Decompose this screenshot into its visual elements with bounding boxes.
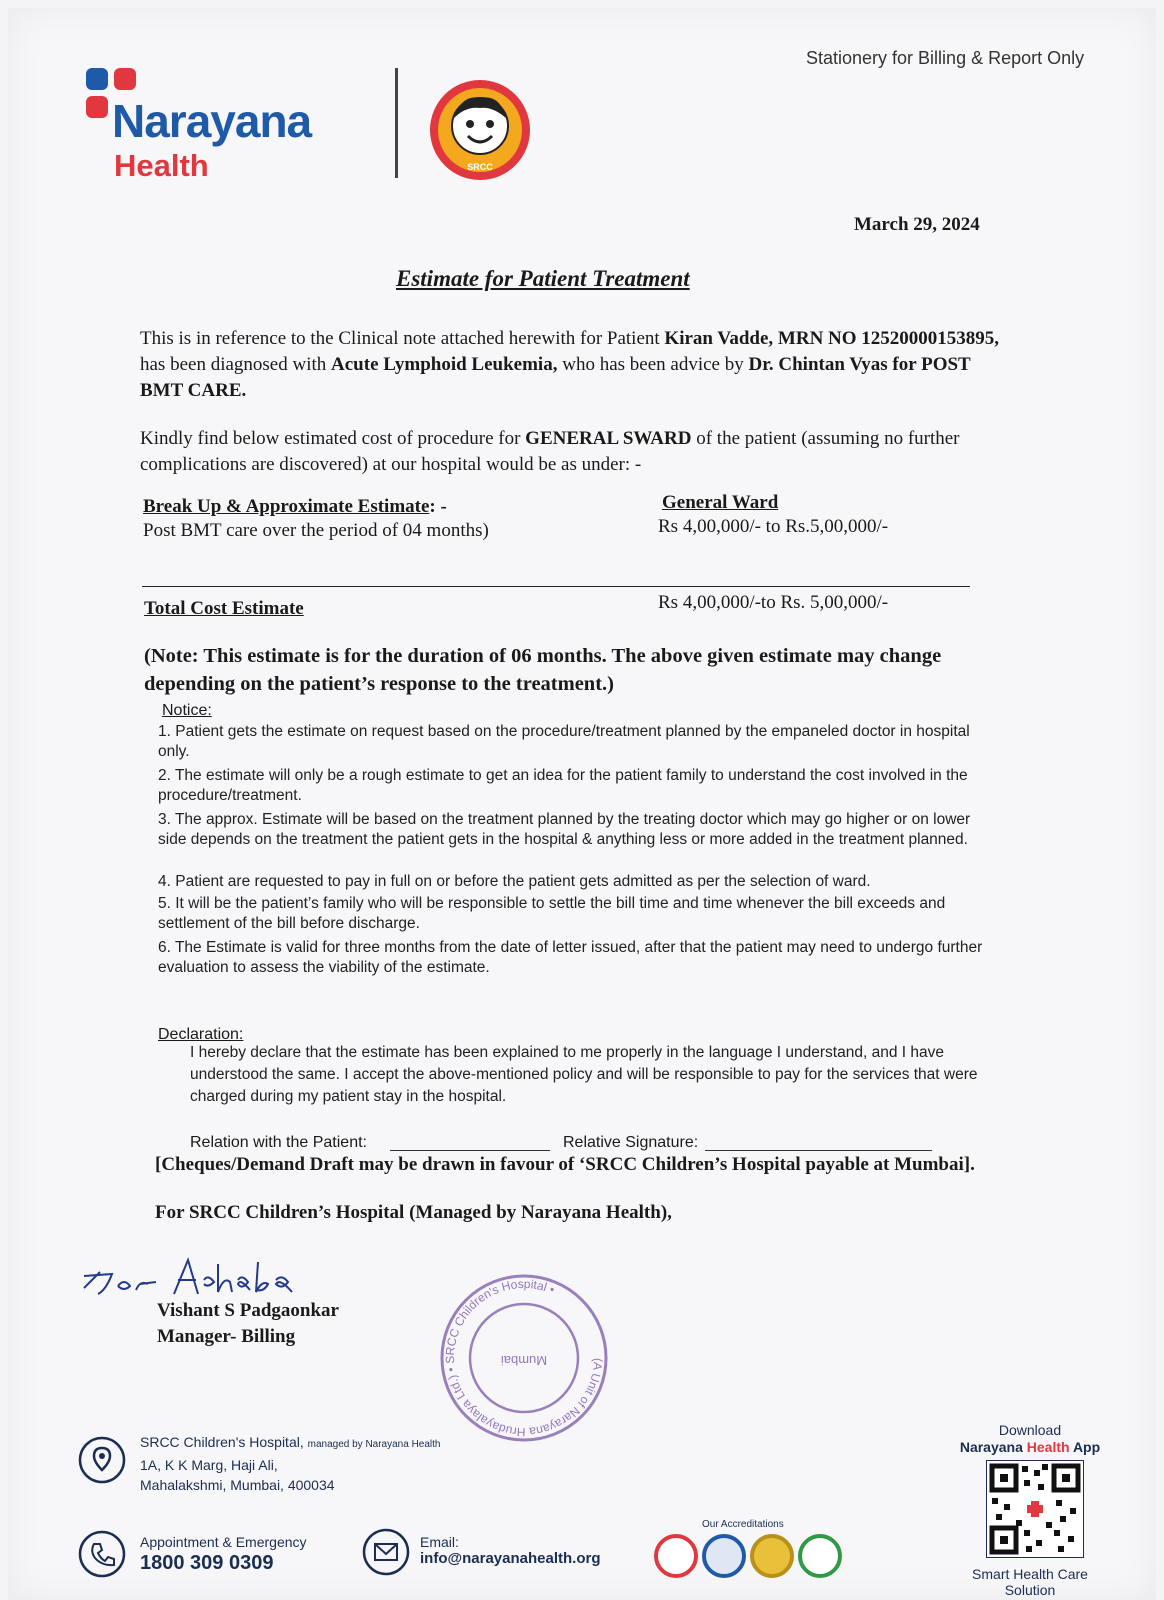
notice-item: 5. It will be the patient’s family who will be responsible to settle the bill time and time whenever the bill exceeds and settlement of the bill before discharge. [158,895,946,932]
total-divider [142,586,970,587]
app-name-3: App [1072,1439,1101,1455]
footer-managed: managed by Narayana Health [307,1439,441,1450]
email-label: Email: [420,1534,459,1550]
declaration-text: I hereby declare that the estimate has been explained to me properly in the language I understand, and I have understood the same. I accept the above-mentioned policy and will be responsible to pay for the services that were charged during my patient stay in the hospital. [190,1044,978,1105]
accreditation-badge-4-icon [798,1534,842,1578]
kindly-text-2: of the patient (assuming no further complications are discovered) at our hospital would be as under: - [140,428,960,475]
relative-signature-label: Relative Signature: [563,1134,699,1151]
cheques-note: [Cheques/Demand Draft may be drawn in favour of ‘SRCC Children’s Hospital payable at Mumbai]. [155,1154,975,1175]
email-icon [362,1528,410,1576]
stamp-city: Mumbai [500,1353,548,1368]
breakup-label: Break Up & Approximate Estimate [143,496,430,517]
phone-icon [78,1530,126,1578]
diagnosis: Acute Lymphoid Leukemia, [331,354,558,375]
smart-health-caption: Smart Health Care Solution [972,1566,1088,1598]
relative-signature-line[interactable] [705,1150,932,1151]
signer-title: Manager- Billing [157,1326,296,1347]
total-value: Rs 4,00,000/-to Rs. 5,00,000/- [658,592,889,613]
estimate-intro-paragraph [140,426,1000,478]
accreditation-badge-2-icon [702,1534,746,1578]
kindly-text-1: Kindly find below estimated cost of procedure for [140,428,526,449]
notice-item: 2. The estimate will only be a rough estimate to get an idea for the patient family to understand the cost involved in the procedure/treatment. [158,767,968,804]
estimate-note: (Note: This estimate is for the duration of 06 months. The above given estimate may change depending on the patient’s response to the treatment.) [144,645,942,695]
logo-name: Narayana [112,95,312,147]
reference-text-3: who has been advice by [557,354,749,375]
footer-address-line-1: 1A, K K Marg, Haji Ali, [140,1457,278,1473]
ward-name: GENERAL SWARD [525,428,692,449]
email-address[interactable]: info@narayanahealth.org [420,1550,601,1567]
location-pin-icon [78,1436,126,1484]
stamp-ring-text: (A Unit of Narayana Hrudayalaya Ltd.) • SRCC Children's Hospital • [442,1276,606,1440]
qr-code-icon[interactable] [986,1460,1084,1558]
breakup-item: Post BMT care over the period of 04 months) [143,520,489,541]
signer-name: Vishant S Padgaonkar [157,1300,339,1321]
doctor-advice: Dr. Chintan Vyas for POST BMT CARE. [140,354,971,401]
download-label: Download [998,1422,1062,1438]
stationery-note: Stationery for Billing & Report Only [806,48,1085,68]
download-app-block [955,1422,1105,1456]
reference-text-2: has been diagnosed with [140,354,332,375]
notice-item: 1. Patient gets the estimate on request based on the procedure/treatment planned by the empaneled doctor in hospital only. [158,723,970,760]
notice-item: 3. The approx. Estimate will be based on the treatment planned by the treating doctor which may go higher or on lower side depends on the treatment the patient gets in the hospital & anything less or more added in the treatment planned. [158,811,971,848]
logo-health: Health [114,148,209,183]
for-srcc-line: For SRCC Children’s Hospital (Managed by Narayana Health), [155,1202,672,1223]
footer-hospital: SRCC Children's Hospital, [140,1434,304,1450]
relation-label: Relation with the Patient: [190,1134,367,1151]
srcc-badge-text: SRCC [467,162,493,172]
notice-item: 4. Patient are requested to pay in full on or before the patient gets admitted as per the selection of ward. [158,873,871,890]
declaration-heading: Declaration: [158,1026,244,1043]
logo-divider [395,68,398,178]
signer-block [157,1298,339,1350]
accreditation-badge-3-icon [750,1534,794,1578]
srcc-smiley-logo [428,78,532,182]
notice-item: 6. The Estimate is valid for three months from the date of letter issued, after that the patient may need to undergo further evaluation to assess the viability of the estimate. [158,939,983,976]
letter-title: Estimate for Patient Treatment [396,266,690,291]
hospital-stamp [436,1270,612,1446]
accreditations-label: Our Accreditations [702,1519,784,1530]
appointment-label: Appointment & Emergency [140,1534,307,1550]
breakup-suffix: : - [429,496,447,517]
reference-text-1: This is in reference to the Clinical note attached herewith for Patient [140,328,665,349]
notice-heading: Notice: [162,702,212,719]
app-name-2: Health [1026,1439,1070,1455]
ward-value: Rs 4,00,000/- to Rs.5,00,000/- [658,516,889,537]
appointment-phone[interactable]: 1800 309 0309 [140,1552,274,1574]
breakup-heading [143,496,447,518]
patient-info: Kiran Vadde, MRN NO 12520000153895, [664,328,1000,349]
relation-blank-line[interactable] [390,1150,550,1151]
letter-date: March 29, 2024 [854,214,980,235]
total-label: Total Cost Estimate [144,598,304,619]
app-name-1: Narayana [959,1439,1023,1455]
reference-paragraph [140,326,1000,404]
footer-address [140,1432,441,1495]
footer-address-line-2: Mahalakshmi, Mumbai, 400034 [140,1477,335,1493]
ward-header: General Ward [662,492,779,513]
accreditation-badge-1-icon [654,1534,698,1578]
